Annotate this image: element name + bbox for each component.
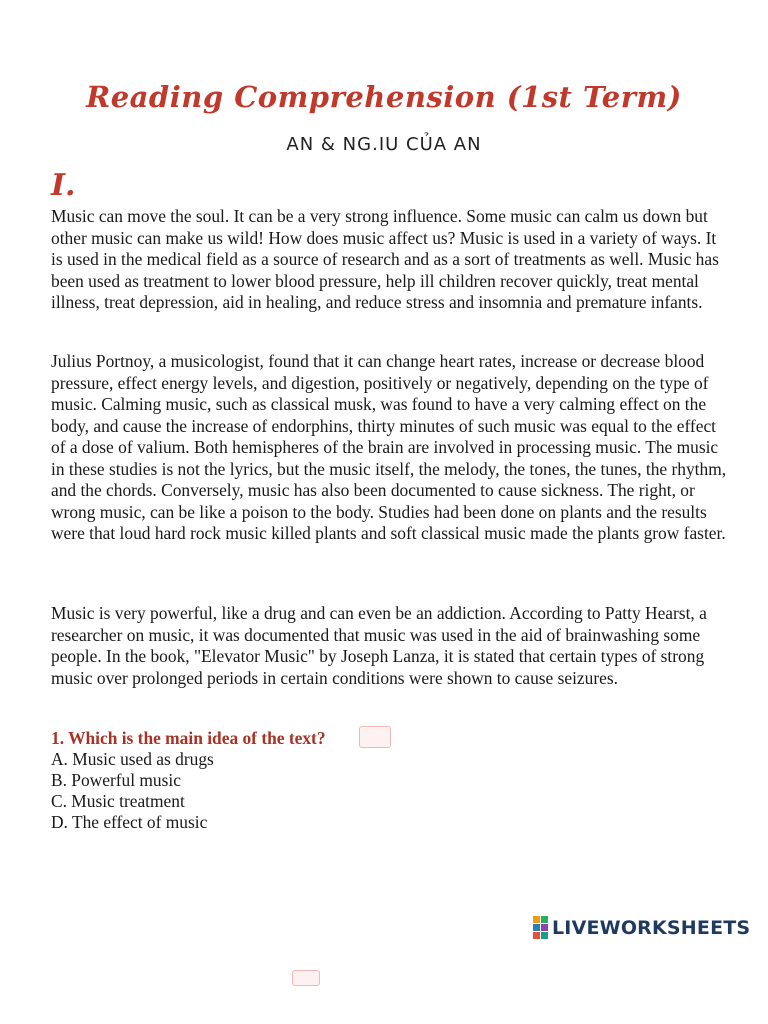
option-a: A. Music used as drugs: [51, 749, 214, 769]
liveworksheets-logo[interactable]: [533, 916, 750, 939]
answer-input-box-2[interactable]: [292, 970, 320, 986]
liveworksheets-brand-text: LIVEWORKSHEETS: [552, 916, 751, 939]
liveworksheets-logo-icon: [533, 916, 548, 939]
passage-paragraph-3: Music is very powerful, like a drug and can even be an addiction. According to Patty Hearst, a researcher on music, it was documented that music was used in the aid of brainwashing some people. In the book, "Elevator Music" by Joseph Lanza, it is stated that certain types of strong music over prolonged periods in certain conditions were shown to cause seizures.: [51, 603, 707, 688]
answer-options-list: [51, 749, 214, 833]
option-b: B. Powerful music: [51, 770, 181, 790]
section-number: I.: [51, 168, 76, 203]
answer-input-box[interactable]: [359, 726, 391, 748]
worksheet-subtitle: AN & NG.IU CỦA AN: [286, 134, 482, 155]
passage-paragraph-2: Julius Portnoy, a musicologist, found that it can change heart rates, increase or decrease blood pressure, effect energy levels, and digestion, positively or negatively, depending on the type of music. Calming music, such as classical musk, was found to have a very calming effect on the body, and cause the increase of endorphins, thirty minutes of such music was equal to the effect of a dose of valium. Both hemispheres of the brain are involved in processing music. The music in these studies is not the lyrics, but the music itself, the melody, the tones, the tunes, the rhythm, and the chords. Conversely, music has also been documented to cause sickness. The right, or wrong music, can be like a poison to the body. Studies had been done on plants and the results were that loud hard rock music killed plants and soft classical music made the plants grow faster.: [51, 351, 727, 543]
passage-paragraph-1: Music can move the soul. It can be a very strong influence. Some music can calm us down but other music can make us wild! How does music affect us? Music is used in a variety of ways. It is used in the medical field as a source of research and as a sort of treatments as well. Music has been used as treatment to lower blood pressure, help ill children recover quickly, treat mental illness, treat depression, aid in healing, and reduce stress and insomnia and premature infants.: [51, 206, 719, 312]
question-1-text: 1. Which is the main idea of the text?: [51, 728, 326, 748]
option-d: D. The effect of music: [51, 812, 208, 832]
worksheet-title: Reading Comprehension (1st Term): [86, 80, 682, 114]
option-c: C. Music treatment: [51, 791, 185, 811]
